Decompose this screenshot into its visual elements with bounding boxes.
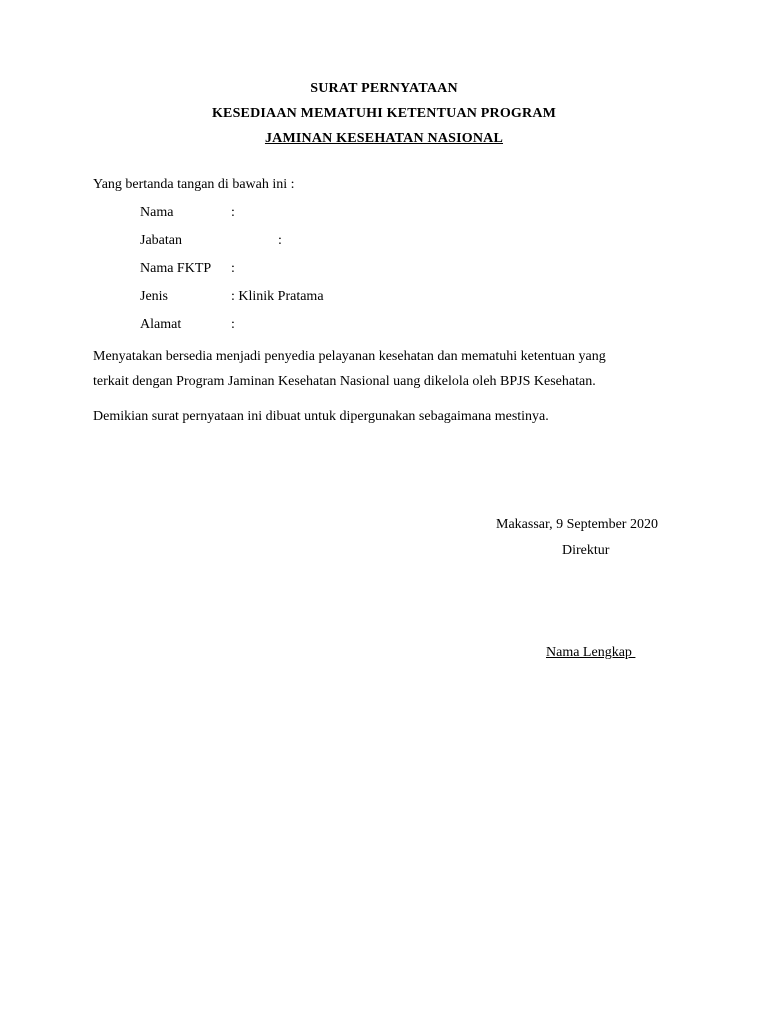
field-label-nama-fktp: Nama FKTP — [140, 261, 212, 276]
field-label-jenis: Jenis — [140, 289, 168, 304]
field-label-nama: Nama — [140, 205, 174, 220]
signature-role: Direktur — [562, 543, 610, 558]
field-value-jenis: : Klinik Pratama — [231, 289, 324, 304]
field-value-nama: : — [231, 205, 235, 220]
statement-line-1: Menyatakan bersedia menjadi penyedia pelayanan kesehatan dan mematuhi ketentuan yang — [93, 349, 606, 364]
field-label-alamat: Alamat — [140, 317, 182, 332]
signature-place-date: Makassar, 9 September 2020 — [496, 517, 658, 532]
field-label-jabatan: Jabatan — [140, 233, 182, 248]
signature-name: Nama Lengkap — [546, 645, 636, 660]
closing-text: Demikian surat pernyataan ini dibuat untuk dipergunakan sebagaimana mestinya. — [93, 409, 549, 424]
document-subtitle: KESEDIAAN MEMATUHI KETENTUAN PROGRAM — [211, 106, 557, 121]
field-value-alamat: : — [231, 317, 235, 332]
field-value-nama-fktp: : — [231, 261, 235, 276]
document-title: SURAT PERNYATAAN — [310, 81, 458, 96]
statement-line-2: terkait dengan Program Jaminan Kesehatan Nasional uang dikelola oleh BPJS Kesehatan. — [93, 374, 596, 389]
field-value-jabatan: : — [278, 233, 282, 248]
document-program-title: JAMINAN KESEHATAN NASIONAL — [264, 131, 504, 146]
intro-text: Yang bertanda tangan di bawah ini : — [93, 177, 295, 192]
